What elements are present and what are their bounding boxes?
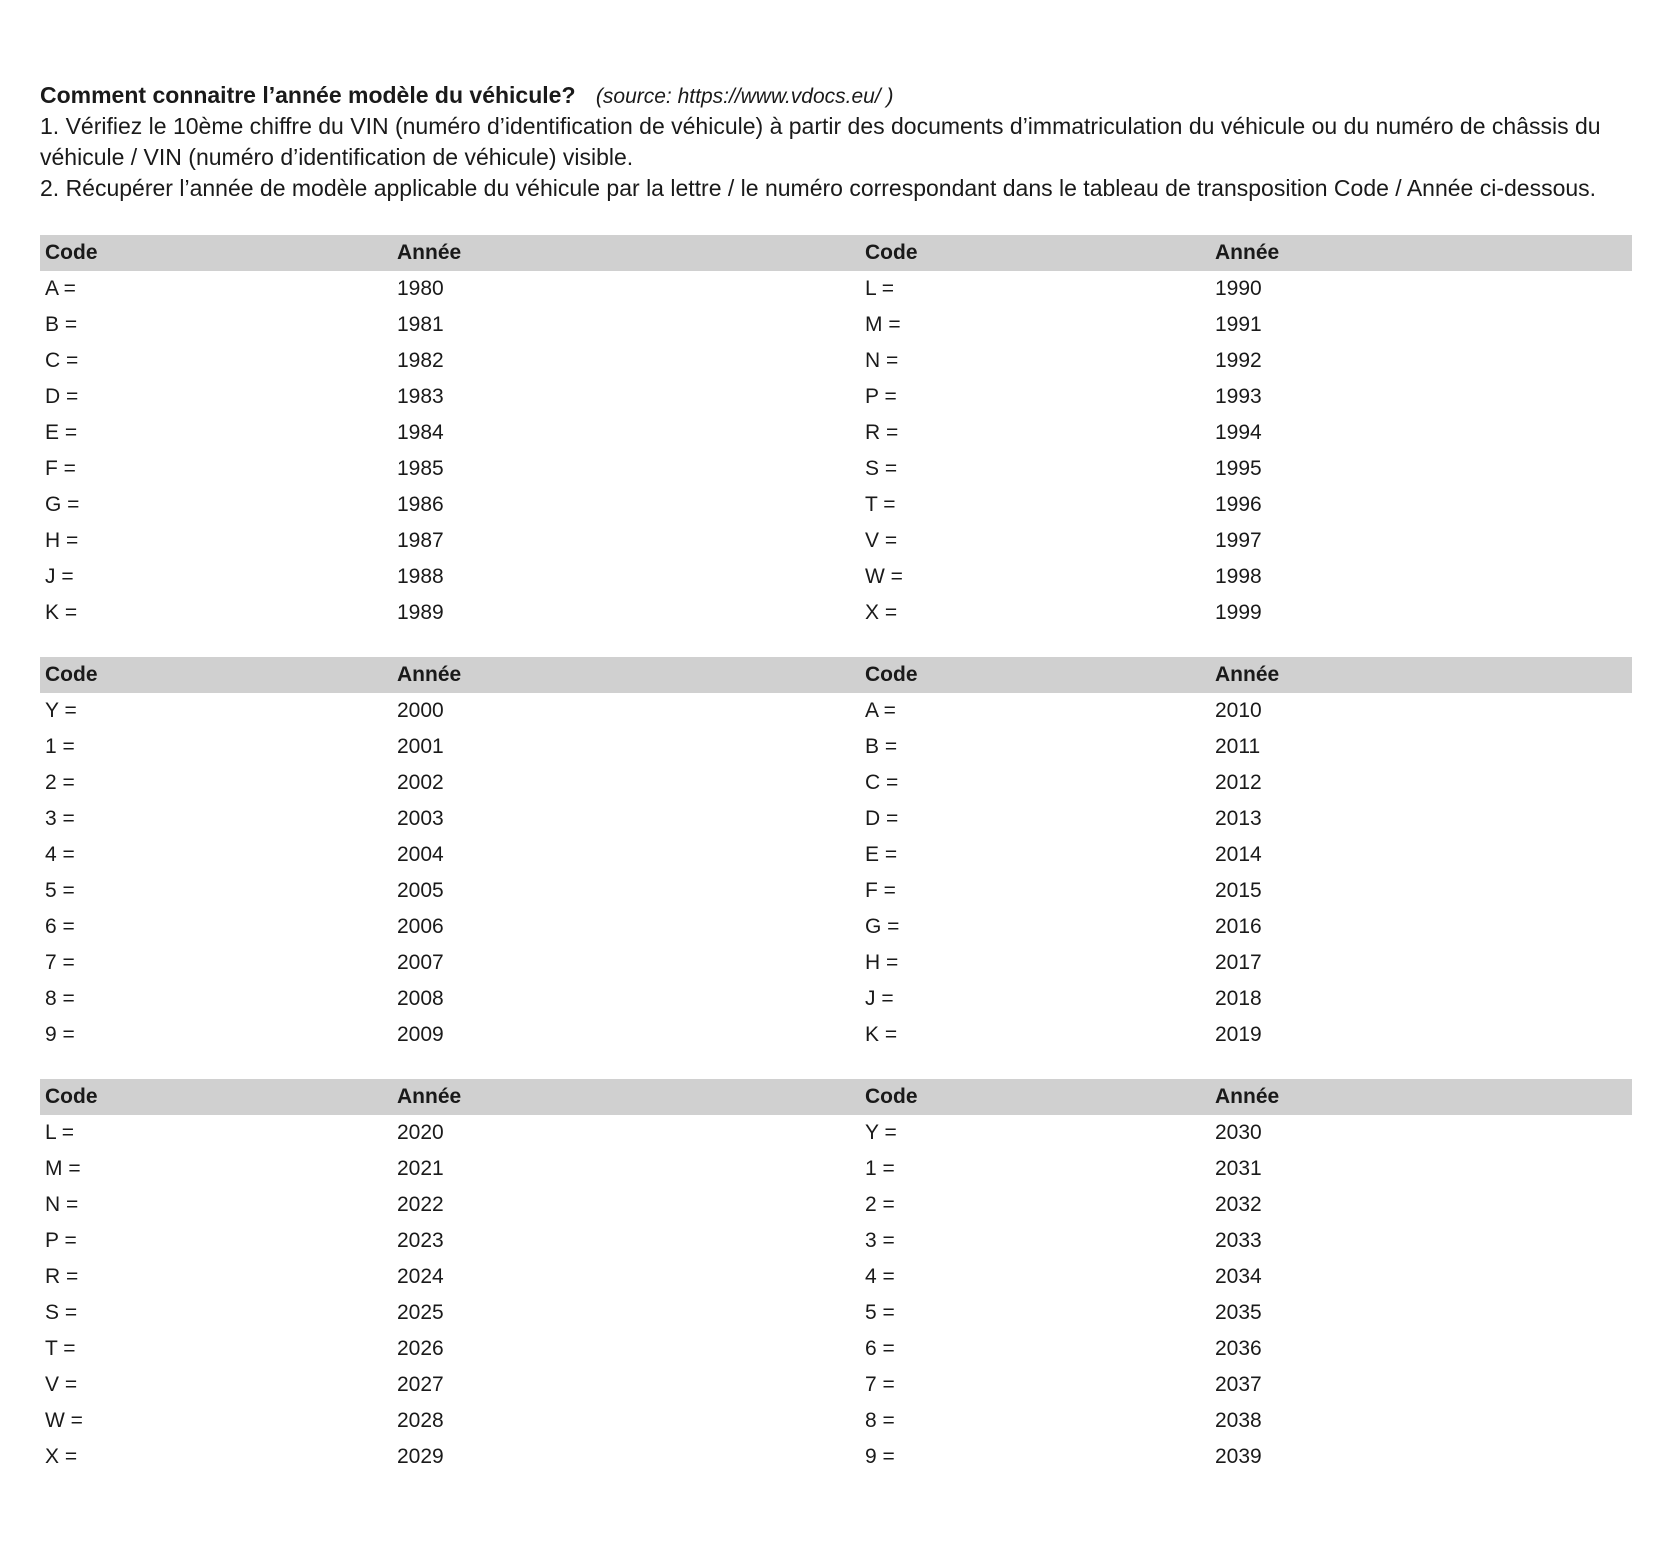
code-cell: W = (45, 1409, 83, 1432)
code-cell: K = (45, 601, 78, 624)
year-cell: 2037 (1215, 1373, 1262, 1396)
table-row (40, 909, 1632, 945)
code-cell: G = (45, 493, 80, 516)
code-cell: J = (45, 565, 74, 588)
code-cell: T = (865, 493, 896, 516)
table-header-row (40, 657, 1632, 693)
code-cell: P = (865, 385, 897, 408)
year-cell: 1990 (1215, 277, 1262, 300)
year-cell: 2027 (397, 1373, 444, 1396)
year-cell: 2028 (397, 1409, 444, 1432)
year-cell: 2025 (397, 1301, 444, 1324)
code-cell: 4 = (45, 843, 75, 866)
table-header-row (40, 1079, 1632, 1115)
code-cell: V = (45, 1373, 78, 1396)
table-row (40, 873, 1632, 909)
year-cell: 2020 (397, 1121, 444, 1144)
table-row (40, 1367, 1632, 1403)
heading-title: Comment connaitre l’année modèle du véhicule? (40, 82, 576, 108)
table-row (40, 559, 1632, 595)
table-row (40, 1151, 1632, 1187)
instruction-step-1: 1. Vérifiez le 10ème chiffre du VIN (numéro d’identification de véhicule) à partir des documents d’immatriculation du véhicule ou du numéro de châssis du véhicule / VIN (numéro d’identification de véhicule) visible. (40, 113, 1601, 170)
year-cell: 2034 (1215, 1265, 1262, 1288)
table-row (40, 451, 1632, 487)
year-cell: 1995 (1215, 457, 1262, 480)
year-cell: 2021 (397, 1157, 444, 1180)
table-row (40, 1187, 1632, 1223)
code-year-tables (40, 204, 1632, 1475)
code-cell: 3 = (45, 807, 75, 830)
year-cell: 2012 (1215, 771, 1262, 794)
code-cell: L = (865, 277, 894, 300)
year-cell: 2013 (1215, 807, 1262, 830)
code-cell: N = (45, 1193, 79, 1216)
table-row (40, 307, 1632, 343)
column-header-code: Code (40, 235, 392, 271)
code-cell: 9 = (865, 1445, 895, 1468)
year-cell: 2011 (1215, 735, 1261, 758)
year-cell: 1981 (397, 313, 444, 336)
table-row (40, 415, 1632, 451)
code-cell: 7 = (45, 951, 75, 974)
code-cell: 1 = (865, 1157, 895, 1180)
table-row (40, 729, 1632, 765)
year-cell: 2036 (1215, 1337, 1262, 1360)
code-cell: J = (865, 987, 894, 1010)
table-row (40, 1295, 1632, 1331)
code-cell: L = (45, 1121, 74, 1144)
year-cell: 2009 (397, 1023, 444, 1046)
year-cell: 2038 (1215, 1409, 1262, 1432)
year-cell: 2033 (1215, 1229, 1262, 1252)
code-cell: V = (865, 529, 898, 552)
code-cell: 8 = (45, 987, 75, 1010)
code-cell: F = (45, 457, 76, 480)
code-cell: M = (45, 1157, 81, 1180)
year-cell: 2010 (1215, 699, 1262, 722)
code-cell: 2 = (865, 1193, 895, 1216)
year-cell: 2024 (397, 1265, 444, 1288)
code-cell: D = (45, 385, 79, 408)
table-row (40, 981, 1632, 1017)
code-cell: P = (45, 1229, 77, 1252)
code-cell: G = (865, 915, 900, 938)
year-cell: 2016 (1215, 915, 1262, 938)
column-header-code: Code (860, 657, 1210, 693)
table-spacer (40, 631, 1632, 657)
code-cell: S = (45, 1301, 78, 1324)
year-cell: 1984 (397, 421, 444, 444)
year-cell: 2032 (1215, 1193, 1262, 1216)
code-cell: 2 = (45, 771, 75, 794)
year-cell: 1992 (1215, 349, 1262, 372)
code-cell: N = (865, 349, 899, 372)
column-header-year: Année (392, 1079, 860, 1115)
year-cell: 1996 (1215, 493, 1262, 516)
document-page (40, 80, 1632, 1475)
code-cell: X = (865, 601, 898, 624)
code-cell: A = (865, 699, 896, 722)
table-row (40, 379, 1632, 415)
year-cell: 1989 (397, 601, 444, 624)
code-cell: H = (45, 529, 79, 552)
column-header-year: Année (392, 235, 860, 271)
table-row (40, 1115, 1632, 1151)
code-year-table-2 (40, 657, 1632, 1053)
year-cell: 2005 (397, 879, 444, 902)
table-row (40, 1017, 1632, 1053)
year-cell: 2014 (1215, 843, 1262, 866)
instruction-step-2: 2. Récupérer l’année de modèle applicable du véhicule par la lettre / le numéro correspondant dans le tableau de transposition Code / Année ci-dessous. (40, 175, 1597, 201)
year-cell: 1988 (397, 565, 444, 588)
code-cell: S = (865, 457, 898, 480)
table-row (40, 487, 1632, 523)
year-cell: 2015 (1215, 879, 1262, 902)
code-cell: H = (865, 951, 899, 974)
year-cell: 2006 (397, 915, 444, 938)
year-cell: 2017 (1215, 951, 1262, 974)
column-header-code: Code (40, 1079, 392, 1115)
year-cell: 1987 (397, 529, 444, 552)
table-spacer (40, 204, 1632, 235)
year-cell: 2039 (1215, 1445, 1262, 1468)
year-cell: 2003 (397, 807, 444, 830)
table-row (40, 1439, 1632, 1475)
column-header-code: Code (860, 235, 1210, 271)
code-year-table-3 (40, 1079, 1632, 1475)
code-cell: C = (865, 771, 899, 794)
code-cell: B = (865, 735, 898, 758)
table-row (40, 801, 1632, 837)
year-cell: 1980 (397, 277, 444, 300)
table-row (40, 343, 1632, 379)
table-row (40, 1259, 1632, 1295)
code-cell: R = (865, 421, 899, 444)
table-row (40, 595, 1632, 631)
table-header-row (40, 235, 1632, 271)
code-cell: 6 = (45, 915, 75, 938)
document-heading (40, 80, 1632, 111)
code-cell: Y = (45, 699, 77, 722)
code-cell: X = (45, 1445, 78, 1468)
column-header-year: Année (1210, 1079, 1632, 1115)
year-cell: 1994 (1215, 421, 1262, 444)
code-cell: K = (865, 1023, 898, 1046)
code-cell: 7 = (865, 1373, 895, 1396)
code-cell: E = (865, 843, 898, 866)
code-cell: A = (45, 277, 76, 300)
year-cell: 2023 (397, 1229, 444, 1252)
code-cell: 4 = (865, 1265, 895, 1288)
year-cell: 1999 (1215, 601, 1262, 624)
code-cell: M = (865, 313, 901, 336)
code-cell: B = (45, 313, 78, 336)
code-cell: W = (865, 565, 903, 588)
code-cell: T = (45, 1337, 76, 1360)
heading-source: (source: https://www.vdocs.eu/ ) (595, 85, 894, 108)
year-cell: 2004 (397, 843, 444, 866)
year-cell: 2018 (1215, 987, 1262, 1010)
table-row (40, 523, 1632, 559)
code-cell: 3 = (865, 1229, 895, 1252)
year-cell: 2022 (397, 1193, 444, 1216)
code-cell: 1 = (45, 735, 75, 758)
code-cell: E = (45, 421, 78, 444)
code-cell: F = (865, 879, 896, 902)
year-cell: 2029 (397, 1445, 444, 1468)
column-header-year: Année (1210, 235, 1632, 271)
year-cell: 1985 (397, 457, 444, 480)
table-row (40, 945, 1632, 981)
year-cell: 2031 (1215, 1157, 1262, 1180)
year-cell: 2008 (397, 987, 444, 1010)
code-cell: 5 = (45, 879, 75, 902)
table-row (40, 837, 1632, 873)
code-cell: 5 = (865, 1301, 895, 1324)
code-cell: D = (865, 807, 899, 830)
column-header-year: Année (392, 657, 860, 693)
code-year-table-1 (40, 235, 1632, 631)
table-row (40, 765, 1632, 801)
year-cell: 1998 (1215, 565, 1262, 588)
column-header-year: Année (1210, 657, 1632, 693)
table-row (40, 693, 1632, 729)
table-row (40, 271, 1632, 307)
year-cell: 1991 (1215, 313, 1262, 336)
year-cell: 1993 (1215, 385, 1262, 408)
code-cell: 8 = (865, 1409, 895, 1432)
code-cell: 9 = (45, 1023, 75, 1046)
year-cell: 1982 (397, 349, 444, 372)
year-cell: 1983 (397, 385, 444, 408)
year-cell: 2019 (1215, 1023, 1262, 1046)
table-spacer (40, 1053, 1632, 1079)
year-cell: 2002 (397, 771, 444, 794)
column-header-code: Code (40, 657, 392, 693)
year-cell: 2001 (397, 735, 444, 758)
year-cell: 2026 (397, 1337, 444, 1360)
code-cell: R = (45, 1265, 79, 1288)
year-cell: 2000 (397, 699, 444, 722)
year-cell: 2007 (397, 951, 444, 974)
code-cell: C = (45, 349, 79, 372)
table-row (40, 1403, 1632, 1439)
year-cell: 2030 (1215, 1121, 1262, 1144)
year-cell: 1997 (1215, 529, 1262, 552)
table-row (40, 1331, 1632, 1367)
year-cell: 1986 (397, 493, 444, 516)
column-header-code: Code (860, 1079, 1210, 1115)
table-row (40, 1223, 1632, 1259)
year-cell: 2035 (1215, 1301, 1262, 1324)
code-cell: 6 = (865, 1337, 895, 1360)
code-cell: Y = (865, 1121, 897, 1144)
